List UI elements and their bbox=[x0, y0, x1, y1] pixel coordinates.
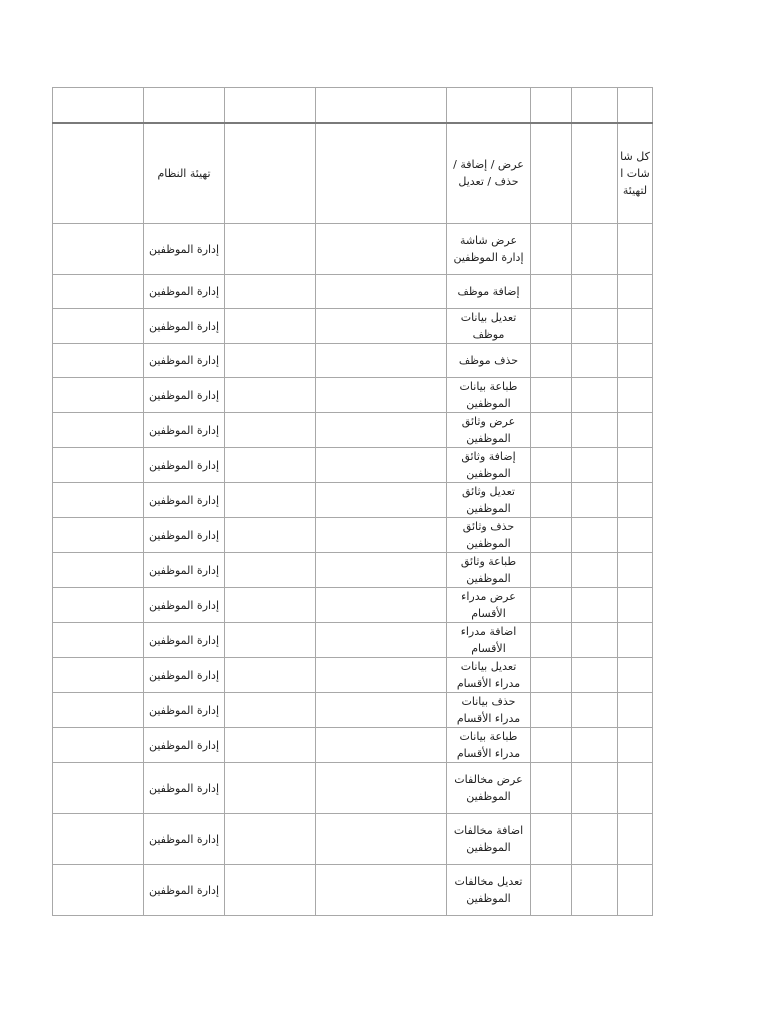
table-cell bbox=[618, 763, 653, 814]
table-cell bbox=[53, 865, 144, 916]
table-row bbox=[53, 448, 653, 483]
table-row bbox=[53, 378, 653, 413]
table-cell bbox=[225, 448, 316, 483]
permissions-table bbox=[52, 87, 653, 916]
table-cell bbox=[316, 224, 447, 275]
operation-cell bbox=[447, 224, 531, 275]
operation-label: تعديل بيانات موظف bbox=[460, 311, 517, 341]
operation-label: تعديل مخالفات الموظفين bbox=[454, 875, 523, 905]
module-cell bbox=[144, 658, 225, 693]
table-cell bbox=[572, 865, 618, 916]
table-cell bbox=[225, 483, 316, 518]
table-row bbox=[53, 658, 653, 693]
module-cell bbox=[144, 309, 225, 344]
narrow-label: كل شاشات التهيئة bbox=[620, 149, 650, 197]
table-cell bbox=[53, 123, 144, 224]
operation-label: حذف وثائق الموظفين bbox=[462, 520, 515, 550]
table-cell bbox=[316, 588, 447, 623]
table-cell bbox=[225, 413, 316, 448]
table-cell bbox=[531, 448, 572, 483]
table-cell bbox=[618, 275, 653, 309]
table-cell bbox=[531, 553, 572, 588]
table-cell bbox=[531, 413, 572, 448]
operation-label: طباعة بيانات مدراء الأقسام bbox=[456, 730, 521, 760]
table-cell bbox=[53, 309, 144, 344]
module-cell bbox=[144, 448, 225, 483]
table-cell bbox=[53, 658, 144, 693]
table-cell bbox=[316, 763, 447, 814]
table-cell bbox=[572, 309, 618, 344]
table-cell bbox=[618, 378, 653, 413]
table-row bbox=[53, 763, 653, 814]
table-row bbox=[53, 553, 653, 588]
table-cell bbox=[53, 224, 144, 275]
table-cell bbox=[572, 448, 618, 483]
table-cell bbox=[531, 224, 572, 275]
operation-cell bbox=[447, 309, 531, 344]
table-row bbox=[53, 275, 653, 309]
table-cell bbox=[316, 728, 447, 763]
operation-label: إضافة وثائق الموظفين bbox=[461, 450, 516, 480]
table-cell bbox=[572, 518, 618, 553]
operation-cell bbox=[447, 344, 531, 378]
table-cell bbox=[316, 865, 447, 916]
table-cell bbox=[572, 763, 618, 814]
module-cell bbox=[144, 224, 225, 275]
operation-cell bbox=[447, 123, 531, 224]
module-cell bbox=[144, 553, 225, 588]
table-cell bbox=[316, 378, 447, 413]
table-cell bbox=[531, 378, 572, 413]
table-cell bbox=[53, 275, 144, 309]
table-cell bbox=[618, 814, 653, 865]
table-cell bbox=[572, 814, 618, 865]
table-cell bbox=[53, 763, 144, 814]
table-row bbox=[53, 224, 653, 275]
header-cell bbox=[572, 88, 618, 123]
operation-cell bbox=[447, 483, 531, 518]
operation-cell bbox=[447, 588, 531, 623]
table-cell bbox=[225, 275, 316, 309]
operation-cell bbox=[447, 865, 531, 916]
module-label: إدارة الموظفين bbox=[148, 832, 220, 846]
operation-label: عرض / إضافة / حذف / تعديل bbox=[453, 158, 524, 189]
table-cell bbox=[531, 518, 572, 553]
table-cell bbox=[53, 623, 144, 658]
module-label: إدارة الموظفين bbox=[148, 493, 220, 507]
table-cell bbox=[531, 693, 572, 728]
table-cell bbox=[618, 483, 653, 518]
module-label: إدارة الموظفين bbox=[148, 883, 220, 897]
module-label: إدارة الموظفين bbox=[148, 633, 220, 647]
operation-label: عرض وثائق الموظفين bbox=[461, 415, 516, 445]
table-row bbox=[53, 518, 653, 553]
table-cell bbox=[225, 728, 316, 763]
operation-cell bbox=[447, 763, 531, 814]
table-cell bbox=[531, 275, 572, 309]
table-cell bbox=[225, 658, 316, 693]
operation-cell bbox=[447, 658, 531, 693]
module-label: إدارة الموظفين bbox=[148, 738, 220, 752]
table-cell bbox=[316, 413, 447, 448]
module-label: إدارة الموظفين bbox=[148, 781, 220, 795]
operation-label: تعديل بيانات مدراء الأقسام bbox=[456, 660, 521, 690]
table-cell bbox=[225, 309, 316, 344]
table-cell bbox=[316, 658, 447, 693]
table-cell bbox=[225, 378, 316, 413]
operation-label: اضافة مدراء الأقسام bbox=[460, 625, 517, 655]
table-cell bbox=[618, 309, 653, 344]
operation-cell bbox=[447, 693, 531, 728]
operation-label: إضافة موظف bbox=[457, 285, 520, 298]
operation-cell bbox=[447, 518, 531, 553]
module-cell bbox=[144, 518, 225, 553]
table-cell bbox=[531, 658, 572, 693]
table-cell bbox=[618, 623, 653, 658]
module-cell bbox=[144, 814, 225, 865]
table-cell bbox=[618, 728, 653, 763]
table-cell bbox=[225, 763, 316, 814]
operation-label: عرض مدراء الأقسام bbox=[461, 590, 516, 620]
table-cell bbox=[316, 123, 447, 224]
table-cell bbox=[316, 309, 447, 344]
module-label: إدارة الموظفين bbox=[148, 528, 220, 542]
table-row bbox=[53, 344, 653, 378]
module-label: إدارة الموظفين bbox=[148, 598, 220, 612]
module-cell bbox=[144, 344, 225, 378]
operation-label: تعديل وثائق الموظفين bbox=[462, 485, 515, 515]
operation-cell bbox=[447, 814, 531, 865]
table-cell bbox=[531, 865, 572, 916]
operation-label: حذف بيانات مدراء الأقسام bbox=[456, 695, 521, 725]
header-row bbox=[53, 88, 653, 123]
table-cell bbox=[225, 518, 316, 553]
table-cell bbox=[316, 518, 447, 553]
table-cell bbox=[572, 728, 618, 763]
table-cell bbox=[572, 378, 618, 413]
operation-label: حذف موظف bbox=[458, 354, 519, 367]
module-cell bbox=[144, 728, 225, 763]
module-label: إدارة الموظفين bbox=[148, 285, 220, 298]
operation-label: طباعة وثائق الموظفين bbox=[460, 555, 517, 585]
table-cell bbox=[53, 378, 144, 413]
table-cell bbox=[316, 553, 447, 588]
table-cell bbox=[531, 483, 572, 518]
table-row bbox=[53, 588, 653, 623]
module-cell bbox=[144, 378, 225, 413]
table-row bbox=[53, 623, 653, 658]
table-cell bbox=[531, 344, 572, 378]
table-cell bbox=[53, 413, 144, 448]
table-row bbox=[53, 309, 653, 344]
table-cell bbox=[316, 693, 447, 728]
table-cell bbox=[618, 553, 653, 588]
module-label: إدارة الموظفين bbox=[148, 458, 220, 472]
table-cell bbox=[53, 344, 144, 378]
table-row bbox=[53, 693, 653, 728]
operation-label: اضافة مخالفات الموظفين bbox=[453, 824, 524, 854]
module-cell bbox=[144, 623, 225, 658]
table-cell bbox=[618, 693, 653, 728]
table-cell bbox=[531, 763, 572, 814]
table-row bbox=[53, 413, 653, 448]
table-cell bbox=[225, 224, 316, 275]
module-label: إدارة الموظفين bbox=[148, 354, 220, 367]
table-cell bbox=[225, 865, 316, 916]
module-cell bbox=[144, 693, 225, 728]
table-row bbox=[53, 123, 653, 224]
module-label: إدارة الموظفين bbox=[148, 423, 220, 437]
table-cell bbox=[618, 448, 653, 483]
operation-cell bbox=[447, 275, 531, 309]
module-label: إدارة الموظفين bbox=[148, 668, 220, 682]
module-cell bbox=[144, 588, 225, 623]
table-cell bbox=[316, 483, 447, 518]
table-row bbox=[53, 483, 653, 518]
narrow-cell bbox=[618, 123, 653, 224]
table-cell bbox=[572, 413, 618, 448]
module-label: إدارة الموظفين bbox=[148, 703, 220, 717]
header-cell bbox=[531, 88, 572, 123]
table-cell bbox=[53, 814, 144, 865]
operation-cell bbox=[447, 413, 531, 448]
module-label: إدارة الموظفين bbox=[148, 388, 220, 402]
header-cell bbox=[447, 88, 531, 123]
table-cell bbox=[572, 553, 618, 588]
table-row bbox=[53, 865, 653, 916]
table-cell bbox=[225, 553, 316, 588]
table-cell bbox=[572, 275, 618, 309]
table-cell bbox=[53, 483, 144, 518]
table-cell bbox=[618, 658, 653, 693]
table-cell bbox=[316, 814, 447, 865]
header-cell bbox=[225, 88, 316, 123]
table-cell bbox=[531, 728, 572, 763]
table-cell bbox=[53, 448, 144, 483]
operation-cell bbox=[447, 448, 531, 483]
table-cell bbox=[531, 309, 572, 344]
module-cell bbox=[144, 413, 225, 448]
operation-label: عرض شاشة إدارة الموظفين bbox=[453, 234, 524, 264]
table-cell bbox=[531, 588, 572, 623]
table-cell bbox=[618, 588, 653, 623]
table-cell bbox=[316, 448, 447, 483]
table-cell bbox=[618, 413, 653, 448]
table-cell bbox=[316, 344, 447, 378]
table-cell bbox=[618, 865, 653, 916]
header-cell bbox=[316, 88, 447, 123]
table-cell bbox=[225, 623, 316, 658]
table-cell bbox=[53, 728, 144, 763]
table-cell bbox=[572, 123, 618, 224]
operation-cell bbox=[447, 623, 531, 658]
table-cell bbox=[531, 123, 572, 224]
header-cell bbox=[144, 88, 225, 123]
operation-label: عرض مخالفات الموظفين bbox=[454, 773, 523, 803]
operation-label: طباعة بيانات الموظفين bbox=[459, 380, 518, 410]
table-cell bbox=[572, 224, 618, 275]
table-cell bbox=[572, 693, 618, 728]
table-cell bbox=[316, 275, 447, 309]
module-cell bbox=[144, 123, 225, 224]
module-cell bbox=[144, 865, 225, 916]
operation-cell bbox=[447, 728, 531, 763]
table-cell bbox=[531, 623, 572, 658]
table-cell bbox=[572, 588, 618, 623]
module-label: إدارة الموظفين bbox=[148, 563, 220, 577]
table-cell bbox=[225, 588, 316, 623]
table-cell bbox=[225, 123, 316, 224]
table-cell bbox=[53, 693, 144, 728]
table-cell bbox=[618, 344, 653, 378]
table-cell bbox=[531, 814, 572, 865]
module-label: تهيئة النظام bbox=[157, 166, 211, 180]
module-cell bbox=[144, 275, 225, 309]
operation-cell bbox=[447, 553, 531, 588]
table-cell bbox=[572, 483, 618, 518]
table-cell bbox=[618, 518, 653, 553]
table-cell bbox=[572, 623, 618, 658]
module-cell bbox=[144, 763, 225, 814]
operation-cell bbox=[447, 378, 531, 413]
header-cell bbox=[618, 88, 653, 123]
table-cell bbox=[53, 553, 144, 588]
table-cell bbox=[53, 518, 144, 553]
header-cell bbox=[53, 88, 144, 123]
module-cell bbox=[144, 483, 225, 518]
table-cell bbox=[225, 344, 316, 378]
table-cell bbox=[618, 224, 653, 275]
table-cell bbox=[316, 623, 447, 658]
module-label: إدارة الموظفين bbox=[148, 242, 220, 256]
table-row bbox=[53, 814, 653, 865]
table-cell bbox=[572, 658, 618, 693]
module-label: إدارة الموظفين bbox=[148, 319, 220, 333]
table-cell bbox=[225, 814, 316, 865]
table-row bbox=[53, 728, 653, 763]
table-cell bbox=[572, 344, 618, 378]
table-cell bbox=[53, 588, 144, 623]
table-cell bbox=[225, 693, 316, 728]
